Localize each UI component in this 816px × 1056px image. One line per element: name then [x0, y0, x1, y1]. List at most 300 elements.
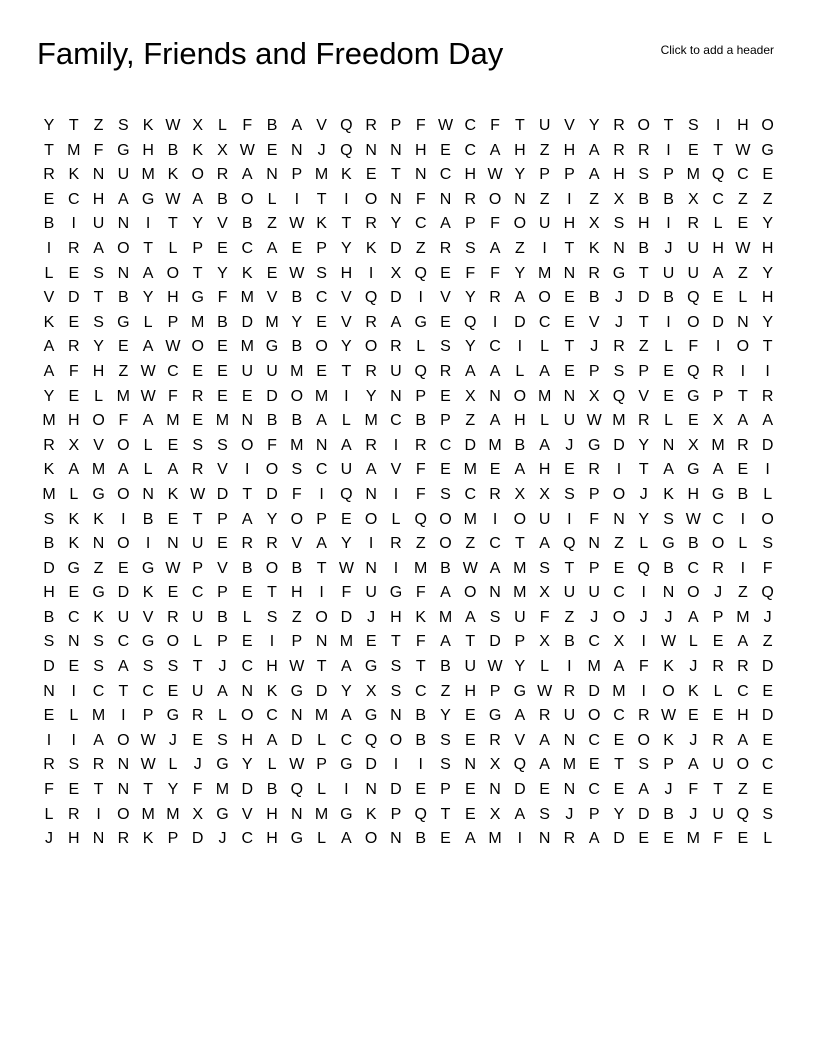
grid-letter: N: [662, 436, 675, 454]
grid-letter: N: [365, 559, 377, 577]
grid-letter: I: [344, 781, 349, 799]
grid-letter: U: [390, 362, 402, 380]
grid-letter: R: [365, 362, 377, 380]
grid-letter: S: [43, 633, 55, 651]
grid-letter: I: [294, 190, 300, 208]
grid-letter: E: [68, 313, 80, 331]
grid-letter: O: [513, 215, 527, 233]
grid-letter: N: [662, 584, 675, 602]
grid-letter: L: [267, 190, 277, 208]
grid-letter: F: [415, 584, 426, 602]
grid-letter: X: [588, 387, 600, 405]
grid-letter: S: [663, 510, 674, 528]
grid-letter: R: [613, 338, 625, 356]
grid-letter: L: [664, 338, 673, 356]
grid-letter: N: [92, 535, 105, 553]
grid-letter: W: [735, 239, 751, 257]
grid-row: [37, 827, 780, 852]
grid-letter: C: [712, 510, 724, 528]
grid-letter: N: [241, 412, 254, 430]
grid-row: [37, 262, 780, 287]
grid-letter: T: [713, 141, 723, 159]
grid-letter: Q: [563, 535, 576, 553]
grid-letter: X: [217, 141, 228, 159]
grid-letter: B: [43, 215, 55, 233]
grid-letter: T: [93, 781, 104, 799]
grid-letter: S: [118, 117, 129, 134]
grid-letter: A: [440, 633, 451, 651]
grid-letter: N: [439, 190, 452, 208]
grid-letter: J: [664, 608, 673, 626]
grid-letter: O: [364, 190, 378, 208]
grid-letter: D: [43, 658, 55, 676]
grid-letter: D: [241, 313, 254, 331]
grid-letter: G: [92, 485, 105, 503]
grid-letter: Z: [737, 264, 748, 282]
grid-letter: G: [340, 756, 353, 774]
grid-letter: A: [638, 781, 650, 799]
grid-letter: P: [440, 781, 451, 799]
grid-letter: U: [92, 215, 105, 233]
grid-letter: C: [241, 239, 254, 257]
grid-letter: T: [564, 239, 575, 257]
grid-letter: D: [241, 781, 254, 799]
grid-letter: O: [117, 239, 130, 257]
grid-letter: X: [68, 436, 80, 454]
grid-letter: A: [514, 707, 526, 725]
grid-letter: B: [217, 313, 228, 331]
grid-letter: M: [314, 805, 329, 823]
grid-letter: Z: [638, 338, 649, 356]
grid-letter: D: [291, 731, 303, 749]
grid-letter: N: [92, 166, 105, 184]
grid-letter: S: [687, 117, 699, 134]
grid-letter: C: [712, 190, 724, 208]
grid-letter: X: [613, 633, 625, 651]
grid-letter: R: [687, 215, 700, 233]
grid-letter: F: [465, 264, 476, 282]
grid-letter: D: [390, 781, 402, 799]
grid-letter: E: [266, 141, 278, 159]
grid-letter: U: [563, 707, 576, 725]
grid-letter: I: [567, 510, 572, 528]
grid-letter: O: [265, 559, 279, 577]
grid-letter: T: [638, 313, 649, 331]
grid-letter: N: [489, 387, 501, 405]
grid-letter: T: [564, 338, 575, 356]
grid-letter: D: [266, 387, 278, 405]
grid-letter: I: [393, 436, 399, 454]
grid-letter: S: [93, 313, 104, 331]
grid-letter: S: [464, 239, 476, 257]
grid-letter: N: [68, 633, 80, 651]
grid-letter: R: [538, 707, 551, 725]
grid-letter: Z: [267, 215, 277, 233]
grid-row: [37, 655, 780, 680]
grid-letter: K: [241, 264, 253, 282]
grid-letter: L: [143, 436, 153, 454]
grid-letter: E: [687, 141, 699, 159]
grid-letter: K: [687, 682, 699, 700]
grid-letter: M: [215, 781, 230, 799]
grid-letter: X: [712, 412, 724, 430]
grid-letter: A: [192, 190, 204, 208]
grid-letter: R: [712, 731, 724, 749]
grid-row: [37, 385, 780, 410]
grid-letter: H: [414, 141, 427, 159]
grid-letter: O: [538, 289, 551, 307]
grid-letter: A: [737, 731, 749, 749]
grid-letter: W: [462, 559, 478, 577]
grid-letter: Q: [687, 289, 700, 307]
grid-letter: L: [143, 461, 153, 479]
grid-letter: G: [141, 190, 155, 208]
grid-letter: C: [588, 781, 600, 799]
grid-letter: Y: [588, 117, 600, 134]
grid-letter: I: [641, 584, 646, 602]
grid-letter: F: [415, 461, 426, 479]
grid-letter: M: [537, 387, 552, 405]
grid-letter: E: [217, 362, 228, 380]
grid-letter: P: [440, 412, 451, 430]
grid-letter: K: [68, 510, 80, 528]
grid-letter: T: [737, 387, 748, 405]
grid-letter: O: [117, 535, 130, 553]
grid-letter: O: [389, 731, 403, 749]
grid-letter: A: [291, 117, 303, 134]
grid-letter: J: [763, 608, 772, 626]
grid-letter: V: [316, 117, 327, 134]
grid-letter: H: [266, 658, 278, 676]
grid-letter: C: [68, 608, 80, 626]
grid-letter: D: [712, 313, 724, 331]
page-title: Family, Friends and Freedom Day: [37, 36, 504, 71]
grid-letter: R: [68, 239, 80, 257]
grid-letter: L: [688, 633, 698, 651]
grid-letter: Q: [736, 805, 750, 823]
grid-letter: Q: [414, 362, 427, 380]
grid-letter: K: [588, 239, 600, 257]
grid-letter: N: [291, 805, 303, 823]
grid-letter: B: [663, 805, 674, 823]
grid-letter: N: [266, 166, 278, 184]
add-header-placeholder[interactable]: Click to add a header: [660, 43, 774, 57]
grid-letter: M: [339, 633, 354, 651]
grid-letter: B: [118, 289, 129, 307]
grid-letter: B: [663, 559, 674, 577]
grid-letter: A: [217, 682, 228, 700]
grid-row: [37, 753, 780, 778]
grid-letter: N: [514, 190, 526, 208]
grid-letter: F: [490, 264, 500, 282]
grid-letter: O: [513, 387, 527, 405]
grid-letter: B: [737, 485, 749, 503]
grid-letter: S: [68, 756, 80, 774]
grid-letter: D: [68, 289, 80, 307]
grid-letter: B: [687, 535, 699, 553]
grid-letter: O: [587, 707, 601, 725]
grid-letter: Q: [711, 166, 725, 184]
grid-letter: E: [316, 362, 327, 380]
grid-letter: D: [637, 805, 650, 823]
grid-letter: B: [440, 559, 451, 577]
grid-letter: W: [239, 141, 255, 159]
grid-letter: Q: [612, 387, 626, 405]
grid-letter: E: [613, 781, 625, 799]
grid-letter: K: [663, 658, 674, 676]
grid-letter: P: [167, 830, 179, 848]
grid-letter: W: [586, 412, 602, 430]
grid-letter: R: [489, 289, 501, 307]
grid-letter: S: [762, 535, 773, 553]
grid-letter: L: [168, 756, 178, 774]
grid-letter: U: [514, 608, 526, 626]
grid-letter: T: [316, 190, 327, 208]
grid-letter: M: [686, 830, 700, 848]
grid-letter: G: [364, 658, 378, 676]
grid-letter: X: [390, 264, 402, 282]
grid-letter: M: [42, 485, 56, 503]
grid-letter: I: [418, 289, 423, 307]
grid-letter: N: [390, 707, 402, 725]
grid-letter: E: [316, 313, 327, 331]
grid-letter: O: [166, 264, 180, 282]
grid-letter: A: [316, 412, 327, 430]
grid-letter: Z: [539, 141, 550, 159]
grid-letter: W: [487, 658, 503, 676]
grid-letter: Z: [762, 190, 773, 208]
grid-letter: A: [43, 338, 55, 356]
grid-letter: K: [68, 535, 80, 553]
grid-letter: A: [118, 658, 129, 676]
grid-letter: C: [315, 461, 328, 479]
grid-letter: C: [68, 190, 80, 208]
grid-letter: R: [191, 461, 204, 479]
grid-letter: N: [117, 215, 130, 233]
grid-letter: N: [117, 756, 130, 774]
grid-letter: Z: [514, 239, 525, 257]
grid-letter: E: [217, 239, 228, 257]
grid-letter: G: [414, 313, 427, 331]
grid-letter: X: [687, 190, 699, 208]
grid-letter: Y: [638, 436, 650, 454]
grid-letter: O: [439, 535, 452, 553]
grid-letter: G: [290, 830, 304, 848]
grid-letter: E: [440, 830, 451, 848]
grid-letter: G: [117, 141, 130, 159]
grid-letter: B: [440, 658, 451, 676]
grid-letter: J: [639, 608, 648, 626]
grid-letter: Q: [637, 559, 650, 577]
grid-letter: B: [43, 608, 55, 626]
grid-letter: P: [192, 239, 204, 257]
grid-letter: P: [217, 584, 228, 602]
grid-letter: A: [440, 584, 451, 602]
grid-letter: S: [440, 756, 451, 774]
grid-letter: O: [364, 510, 378, 528]
grid-letter: Y: [514, 264, 526, 282]
grid-letter: N: [414, 166, 427, 184]
grid-letter: E: [464, 781, 476, 799]
grid-letter: E: [192, 362, 204, 380]
grid-row: [37, 581, 780, 606]
grid-letter: E: [440, 264, 451, 282]
grid-letter: X: [464, 387, 476, 405]
grid-letter: N: [117, 781, 130, 799]
grid-letter: I: [517, 830, 523, 848]
grid-letter: I: [567, 658, 572, 676]
grid-letter: L: [69, 707, 79, 725]
grid-letter: X: [514, 485, 526, 503]
grid-letter: T: [663, 117, 674, 134]
grid-letter: L: [267, 756, 277, 774]
grid-letter: N: [613, 239, 625, 257]
grid-letter: L: [143, 313, 153, 331]
grid-letter: G: [216, 805, 229, 823]
grid-letter: V: [588, 313, 600, 331]
grid-letter: P: [712, 608, 724, 626]
grid-letter: R: [613, 141, 625, 159]
grid-letter: E: [43, 707, 55, 725]
grid-letter: U: [538, 117, 551, 134]
grid-letter: P: [316, 239, 327, 257]
grid-letter: F: [713, 830, 723, 848]
grid-letter: L: [69, 485, 79, 503]
grid-row: [37, 606, 780, 631]
grid-row: [37, 335, 780, 360]
grid-letter: U: [588, 584, 600, 602]
grid-letter: N: [538, 830, 551, 848]
grid-letter: C: [241, 830, 254, 848]
grid-letter: P: [167, 313, 179, 331]
grid-letter: H: [464, 166, 477, 184]
grid-letter: E: [737, 830, 749, 848]
grid-letter: S: [167, 658, 179, 676]
grid-letter: F: [415, 633, 426, 651]
grid-letter: J: [590, 338, 599, 356]
grid-letter: R: [588, 461, 600, 479]
grid-letter: W: [437, 117, 454, 134]
grid-letter: R: [117, 830, 130, 848]
grid-letter: G: [389, 584, 403, 602]
grid-letter: O: [290, 387, 304, 405]
grid-letter: P: [539, 166, 550, 184]
grid-letter: W: [537, 682, 553, 700]
grid-letter: D: [464, 436, 477, 454]
grid-letter: N: [291, 141, 303, 159]
grid-letter: G: [662, 535, 675, 553]
grid-letter: S: [440, 731, 451, 749]
grid-letter: U: [241, 362, 254, 380]
grid-letter: B: [588, 289, 600, 307]
grid-letter: R: [43, 166, 55, 184]
grid-letter: M: [463, 461, 477, 479]
grid-letter: Z: [440, 682, 451, 700]
grid-letter: C: [464, 141, 477, 159]
grid-letter: T: [440, 805, 451, 823]
grid-letter: I: [765, 461, 770, 479]
grid-letter: P: [588, 362, 600, 380]
grid-letter: E: [241, 387, 253, 405]
grid-letter: Q: [340, 141, 353, 159]
grid-letter: D: [761, 658, 774, 676]
grid-letter: I: [344, 387, 349, 405]
grid-letter: S: [638, 166, 650, 184]
grid-letter: M: [562, 756, 577, 774]
grid-letter: K: [93, 510, 104, 528]
grid-letter: I: [71, 731, 76, 749]
grid-letter: I: [641, 633, 646, 651]
grid-letter: B: [266, 412, 278, 430]
grid-letter: E: [539, 781, 550, 799]
grid-letter: R: [365, 313, 377, 331]
grid-letter: O: [513, 510, 527, 528]
grid-letter: P: [464, 215, 476, 233]
grid-letter: R: [390, 535, 402, 553]
grid-letter: L: [639, 535, 649, 553]
grid-letter: J: [565, 805, 574, 823]
grid-letter: A: [588, 141, 600, 159]
grid-letter: I: [666, 215, 671, 233]
grid-letter: M: [414, 559, 428, 577]
grid-letter: C: [588, 633, 600, 651]
grid-letter: I: [418, 756, 423, 774]
grid-letter: R: [241, 535, 254, 553]
grid-letter: B: [291, 412, 303, 430]
grid-letter: W: [338, 559, 354, 577]
grid-letter: I: [96, 805, 101, 823]
grid-letter: M: [141, 166, 155, 184]
grid-letter: Y: [341, 338, 352, 356]
grid-letter: H: [241, 731, 254, 749]
grid-letter: M: [612, 682, 626, 700]
grid-letter: H: [514, 412, 526, 430]
grid-letter: A: [241, 510, 253, 528]
grid-letter: Z: [737, 584, 748, 602]
grid-letter: I: [567, 190, 572, 208]
grid-letter: O: [488, 190, 502, 208]
grid-letter: D: [266, 485, 278, 503]
grid-letter: M: [240, 338, 254, 356]
grid-letter: Q: [761, 584, 774, 602]
grid-letter: Z: [762, 633, 773, 651]
grid-letter: C: [414, 682, 427, 700]
grid-letter: A: [118, 190, 129, 208]
grid-letter: P: [588, 559, 600, 577]
grid-letter: K: [365, 239, 377, 257]
grid-letter: A: [539, 362, 550, 380]
grid-letter: D: [390, 289, 402, 307]
grid-letter: W: [165, 338, 181, 356]
grid-letter: I: [344, 190, 349, 208]
grid-letter: J: [614, 289, 623, 307]
grid-letter: T: [762, 338, 773, 356]
grid-letter: G: [687, 461, 700, 479]
grid-letter: M: [612, 412, 626, 430]
grid-letter: D: [637, 289, 650, 307]
grid-letter: W: [165, 559, 181, 577]
grid-letter: K: [167, 166, 179, 184]
grid-letter: I: [393, 559, 399, 577]
grid-letter: K: [341, 166, 352, 184]
grid-letter: T: [341, 362, 352, 380]
grid-letter: D: [390, 239, 402, 257]
grid-letter: S: [390, 658, 402, 676]
grid-letter: T: [192, 264, 203, 282]
grid-letter: O: [265, 461, 279, 479]
grid-letter: Q: [513, 756, 527, 774]
grid-letter: R: [737, 436, 749, 454]
